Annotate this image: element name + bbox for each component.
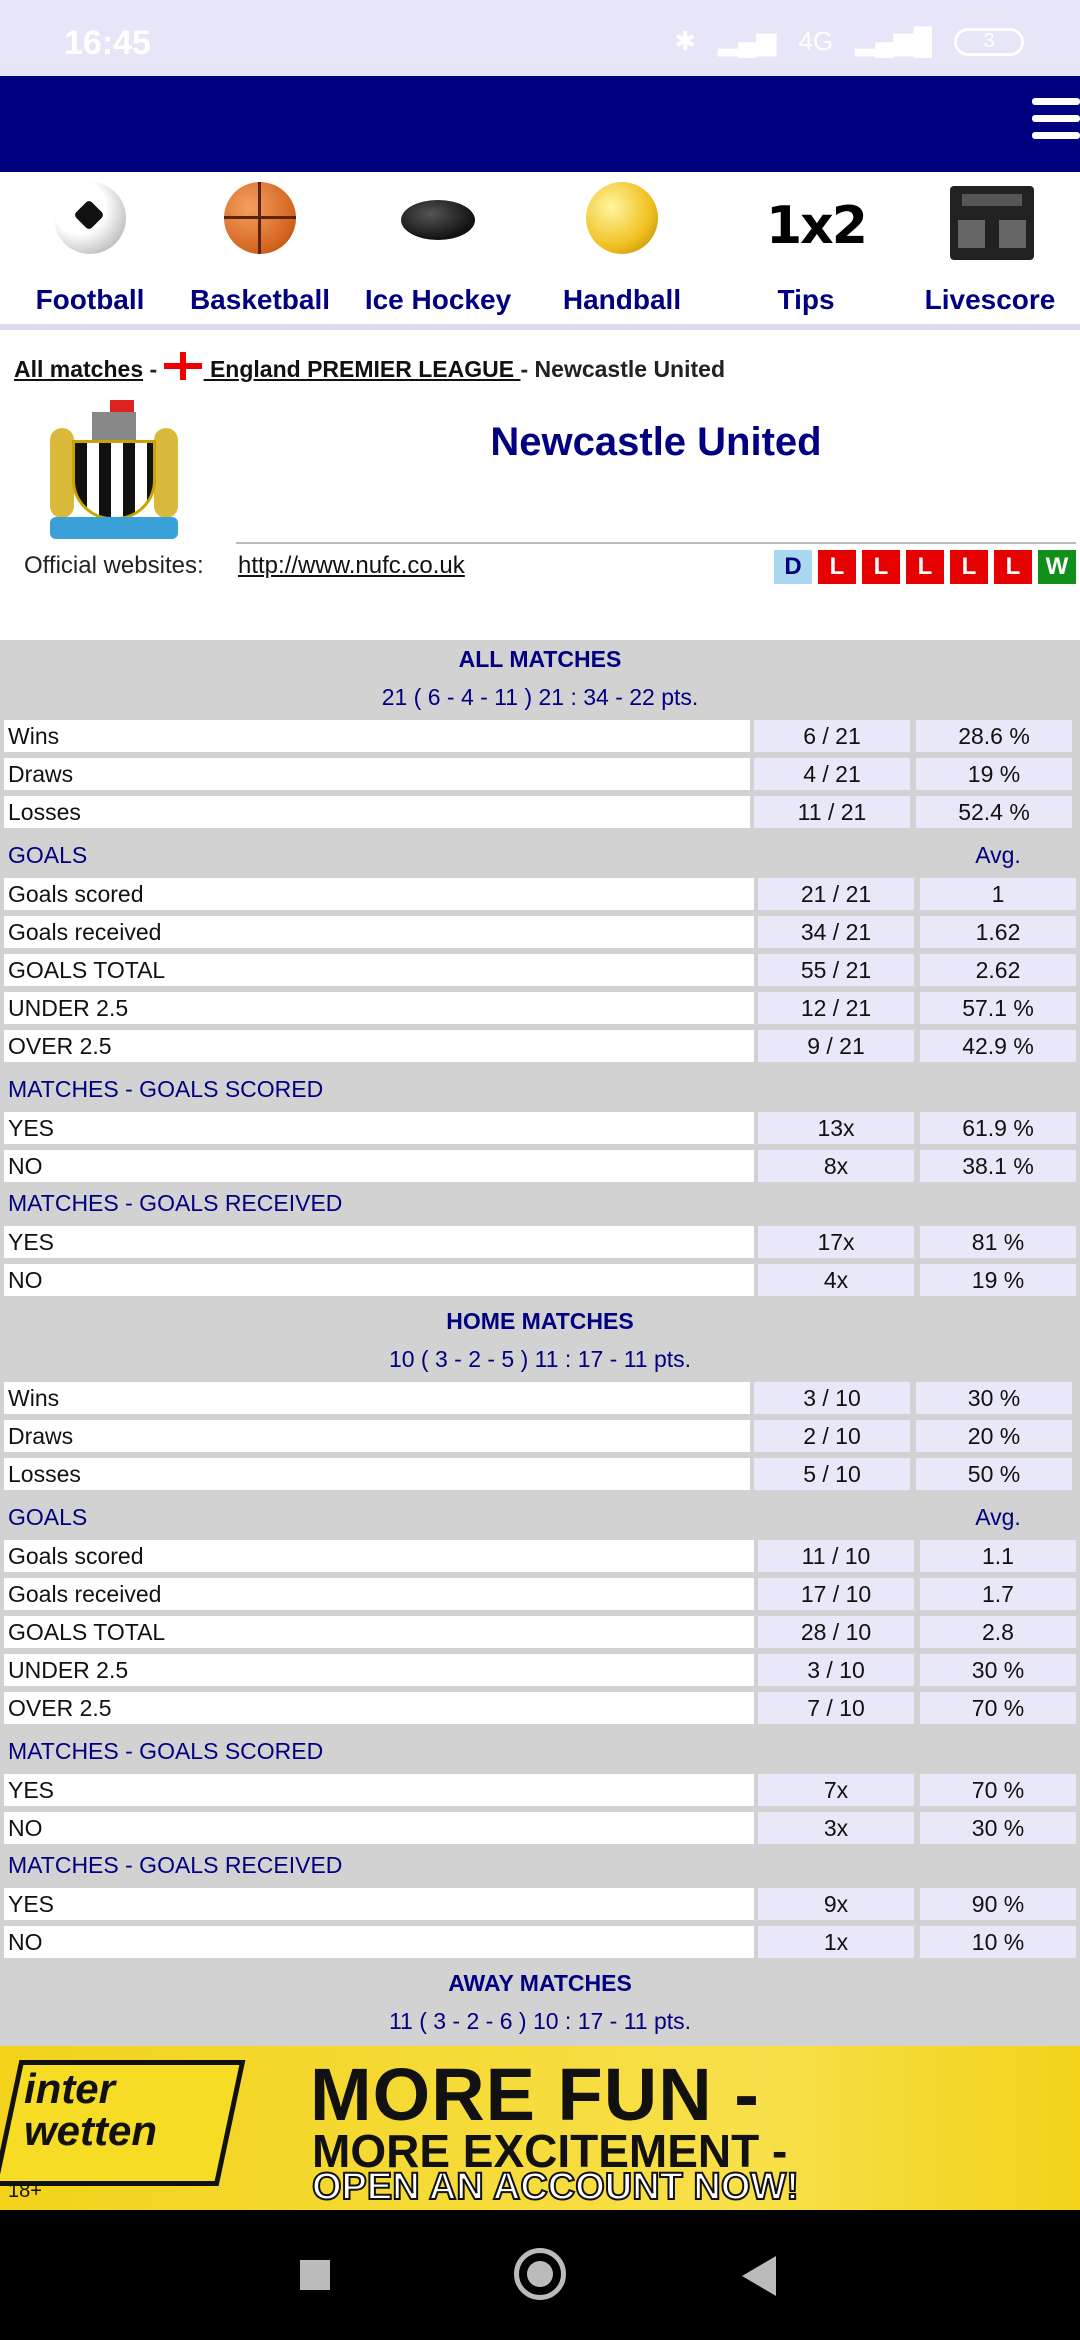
breadcrumb-sep: - <box>143 356 164 382</box>
table-row <box>0 758 1080 790</box>
row-pct: 1.1 <box>920 1540 1076 1572</box>
network-label: 4G <box>798 26 834 56</box>
signal-icon: ▂▄▆ <box>718 26 777 56</box>
row-count: 4x <box>758 1264 914 1296</box>
row-label: NO <box>4 1264 754 1296</box>
recent-form <box>774 550 1076 584</box>
row-pct: 1.62 <box>920 916 1076 948</box>
row-pct: 30 % <box>920 1654 1076 1686</box>
table-row <box>0 1774 1080 1806</box>
table-row <box>0 1654 1080 1686</box>
row-label: Goals received <box>4 916 754 948</box>
ad-brand <box>24 2065 158 2154</box>
row-pct: 20 % <box>916 1420 1072 1452</box>
section-summary: 21 ( 6 - 4 - 11 ) 21 : 34 - 22 pts. <box>381 684 699 710</box>
hockey-puck-icon <box>401 200 475 240</box>
sport-label: Handball <box>562 284 682 315</box>
ad-age-notice: 18+ <box>8 2180 42 2202</box>
table-row <box>0 796 1080 828</box>
england-flag-icon <box>164 352 202 380</box>
form-badge: L <box>906 550 944 584</box>
row-count: 4 / 21 <box>754 758 910 790</box>
goals-heading: GOALS <box>8 842 88 868</box>
football-icon <box>54 182 126 254</box>
row-count: 13x <box>758 1112 914 1144</box>
row-label: Goals scored <box>4 1540 754 1572</box>
ad-headline-2: MORE EXCITEMENT - <box>312 2125 788 2177</box>
section-summary: 10 ( 3 - 2 - 5 ) 11 : 17 - 11 pts. <box>388 1346 692 1372</box>
row-count: 8x <box>758 1150 914 1182</box>
row-pct: 70 % <box>920 1692 1076 1724</box>
row-label: UNDER 2.5 <box>4 1654 754 1686</box>
row-count: 28 / 10 <box>758 1616 914 1648</box>
table-row <box>0 916 1080 948</box>
status-time: 16:45 <box>64 24 151 62</box>
home-icon[interactable] <box>514 2248 566 2300</box>
row-pct: 19 % <box>920 1264 1076 1296</box>
row-pct: 1 <box>920 878 1076 910</box>
row-label: NO <box>4 1926 754 1958</box>
handball-icon <box>586 182 658 254</box>
table-row <box>0 954 1080 986</box>
sport-livescore[interactable] <box>900 172 1080 330</box>
table-row <box>0 1692 1080 1724</box>
row-count: 1x <box>758 1926 914 1958</box>
row-count: 5 / 10 <box>754 1458 910 1490</box>
table-row <box>0 1382 1080 1414</box>
table-row <box>0 1616 1080 1648</box>
table-row <box>0 1926 1080 1958</box>
sport-ice-hockey[interactable] <box>348 172 528 330</box>
table-row <box>0 1226 1080 1258</box>
form-badge: L <box>818 550 856 584</box>
signal-icon-2: ▂▄▆█ <box>855 26 932 56</box>
row-pct: 81 % <box>920 1226 1076 1258</box>
sport-handball[interactable] <box>532 172 712 330</box>
basketball-icon <box>224 182 296 254</box>
team-crest-icon <box>44 400 184 545</box>
row-count: 9x <box>758 1888 914 1920</box>
row-label: Losses <box>4 1458 750 1490</box>
row-count: 6 / 21 <box>754 720 910 752</box>
row-label: YES <box>4 1774 754 1806</box>
row-count: 3 / 10 <box>758 1654 914 1686</box>
goals-received-heading: MATCHES - GOALS RECEIVED <box>8 1190 343 1216</box>
section-summary: 11 ( 3 - 2 - 6 ) 10 : 17 - 11 pts. <box>388 2008 692 2034</box>
row-pct: 1.7 <box>920 1578 1076 1610</box>
row-count: 11 / 21 <box>754 796 910 828</box>
row-pct: 19 % <box>916 758 1072 790</box>
table-row <box>0 992 1080 1024</box>
table-row <box>0 1540 1080 1572</box>
row-label: OVER 2.5 <box>4 1030 754 1062</box>
sports-menu <box>0 172 1080 330</box>
table-row <box>0 720 1080 752</box>
row-count: 9 / 21 <box>758 1030 914 1062</box>
table-row <box>0 1812 1080 1844</box>
form-badge: L <box>994 550 1032 584</box>
table-row <box>0 1420 1080 1452</box>
sport-label: Livescore <box>924 284 1056 315</box>
row-label: UNDER 2.5 <box>4 992 754 1024</box>
row-count: 55 / 21 <box>758 954 914 986</box>
hamburger-menu-icon[interactable] <box>1032 98 1080 142</box>
row-count: 7x <box>758 1774 914 1806</box>
row-label: Wins <box>4 1382 750 1414</box>
ad-headline-1: MORE FUN - <box>310 2053 760 2136</box>
avg-heading: Avg. <box>975 1504 1021 1530</box>
row-pct: 61.9 % <box>920 1112 1076 1144</box>
avg-heading: Avg. <box>975 842 1021 868</box>
section-title: AWAY MATCHES <box>448 1970 632 1996</box>
ad-banner[interactable] <box>0 2046 1080 2210</box>
row-pct: 90 % <box>920 1888 1076 1920</box>
row-label: Goals scored <box>4 878 754 910</box>
ad-headline-3: OPEN AN ACCOUNT NOW! <box>312 2166 799 2208</box>
back-icon[interactable] <box>742 2256 776 2296</box>
scoreboard-icon <box>950 186 1034 260</box>
row-pct: 50 % <box>916 1458 1072 1490</box>
form-badge: L <box>950 550 988 584</box>
ad-brand-line1: inter <box>24 2065 116 2112</box>
table-row <box>0 1578 1080 1610</box>
bluetooth-icon: ✱ <box>674 26 697 56</box>
row-label: OVER 2.5 <box>4 1692 754 1724</box>
row-label: Draws <box>4 1420 750 1452</box>
row-count: 7 / 10 <box>758 1692 914 1724</box>
tips-1x2-icon: 1x2 <box>766 196 866 256</box>
sport-label: Football <box>35 284 145 315</box>
sport-label: Ice Hockey <box>364 284 512 315</box>
breadcrumb-sep: - <box>520 356 535 382</box>
official-website-link[interactable]: http://www.nufc.co.uk <box>238 552 465 579</box>
breadcrumb-team: Newcastle United <box>534 356 725 382</box>
sport-basketball[interactable] <box>170 172 350 330</box>
top-bar <box>0 76 1080 172</box>
team-title: Newcastle United <box>490 420 822 464</box>
row-label: Draws <box>4 758 750 790</box>
status-bar <box>0 0 1080 76</box>
sport-tips[interactable] <box>716 172 896 330</box>
row-count: 11 / 10 <box>758 1540 914 1572</box>
row-count: 17 / 10 <box>758 1578 914 1610</box>
row-label: Wins <box>4 720 750 752</box>
row-label: YES <box>4 1226 754 1258</box>
form-badge: W <box>1038 550 1076 584</box>
divider <box>236 542 1076 544</box>
row-count: 17x <box>758 1226 914 1258</box>
status-icons <box>674 26 1024 57</box>
stats-panel <box>0 640 1080 2046</box>
goals-heading: GOALS <box>8 1504 88 1530</box>
row-label: Goals received <box>4 1578 754 1610</box>
section-title: HOME MATCHES <box>446 1308 634 1334</box>
row-label: YES <box>4 1112 754 1144</box>
table-row <box>0 1112 1080 1144</box>
row-pct: 28.6 % <box>916 720 1072 752</box>
sport-label: Tips <box>777 284 835 315</box>
row-label: GOALS TOTAL <box>4 954 754 986</box>
row-pct: 2.8 <box>920 1616 1076 1648</box>
breadcrumb-league[interactable]: England PREMIER LEAGUE <box>203 356 521 382</box>
table-row <box>0 1030 1080 1062</box>
form-badge: L <box>862 550 900 584</box>
breadcrumb-all-matches[interactable]: All matches <box>14 356 144 382</box>
row-pct: 30 % <box>920 1812 1076 1844</box>
goals-scored-heading: MATCHES - GOALS SCORED <box>8 1076 324 1102</box>
row-pct: 52.4 % <box>916 796 1072 828</box>
row-count: 34 / 21 <box>758 916 914 948</box>
row-label: Losses <box>4 796 750 828</box>
row-pct: 2.62 <box>920 954 1076 986</box>
goals-received-heading: MATCHES - GOALS RECEIVED <box>8 1852 343 1878</box>
row-pct: 30 % <box>916 1382 1072 1414</box>
system-nav-bar <box>0 2210 1080 2340</box>
row-count: 3x <box>758 1812 914 1844</box>
row-label: NO <box>4 1812 754 1844</box>
sport-label: Basketball <box>189 284 331 315</box>
battery-icon <box>954 28 1024 56</box>
row-count: 21 / 21 <box>758 878 914 910</box>
form-badge: D <box>774 550 812 584</box>
row-pct: 38.1 % <box>920 1150 1076 1182</box>
section-title: ALL MATCHES <box>458 646 622 672</box>
row-pct: 10 % <box>920 1926 1076 1958</box>
row-count: 12 / 21 <box>758 992 914 1024</box>
table-row <box>0 1150 1080 1182</box>
official-websites-label: Official websites: <box>24 552 204 579</box>
row-label: YES <box>4 1888 754 1920</box>
row-label: GOALS TOTAL <box>4 1616 754 1648</box>
table-row <box>0 1458 1080 1490</box>
row-pct: 70 % <box>920 1774 1076 1806</box>
table-row <box>0 1264 1080 1296</box>
row-pct: 57.1 % <box>920 992 1076 1024</box>
breadcrumb <box>14 352 725 383</box>
table-row <box>0 878 1080 910</box>
goals-scored-heading: MATCHES - GOALS SCORED <box>8 1738 324 1764</box>
sport-football[interactable] <box>0 172 180 330</box>
row-count: 2 / 10 <box>754 1420 910 1452</box>
ad-brand-line2: wetten <box>24 2107 158 2154</box>
row-count: 3 / 10 <box>754 1382 910 1414</box>
recents-icon[interactable] <box>300 2260 330 2290</box>
row-pct: 42.9 % <box>920 1030 1076 1062</box>
battery-level: 3 <box>983 30 995 52</box>
table-row <box>0 1888 1080 1920</box>
row-label: NO <box>4 1150 754 1182</box>
